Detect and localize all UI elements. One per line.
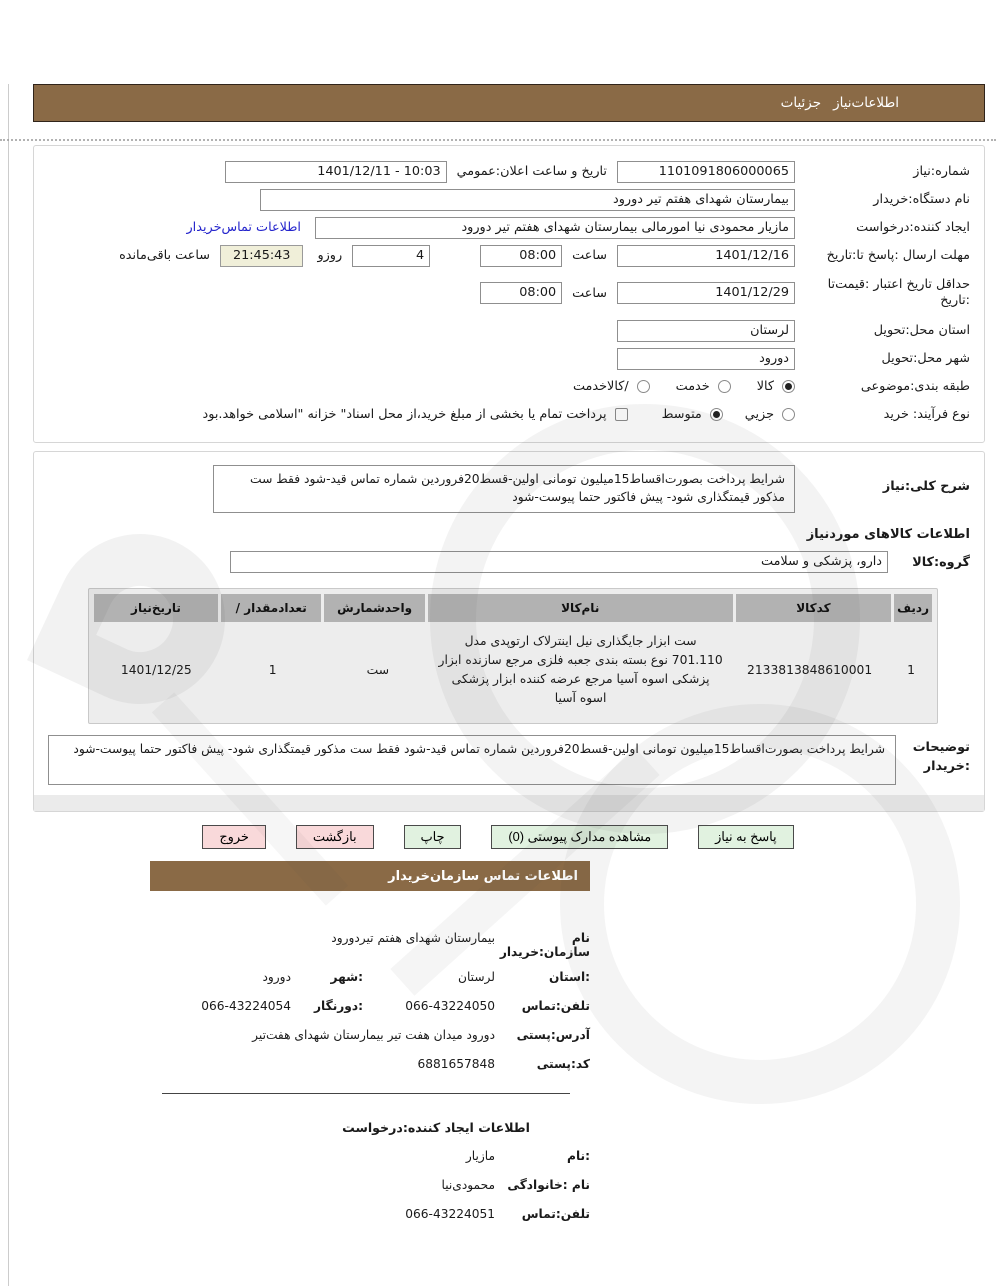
announce-datetime-label: تاریخ و ساعت اعلان:عمومي xyxy=(456,164,607,179)
table-header-cell: کدکالا xyxy=(736,594,891,622)
reply-to-need-button[interactable]: پاسخ به نیاز xyxy=(698,825,793,849)
delivery-city-label: شهر محل:تحویل xyxy=(881,350,970,366)
creator-name-row xyxy=(150,1149,590,1167)
goods-group-field[interactable]: دارو، پزشکی و سلامت xyxy=(230,551,888,573)
reply-deadline-row xyxy=(48,243,970,268)
address-label: آدرس:پستی xyxy=(516,1028,590,1043)
purchase-process-label: نوع فرآیند: خرید xyxy=(883,406,970,422)
creator-name-value: مازیار xyxy=(465,1149,495,1164)
radio-minor[interactable] xyxy=(782,408,795,421)
panel-footer-strip xyxy=(34,795,984,811)
creator-phone-label: تلفن:تماس xyxy=(521,1207,590,1222)
postal-code-value: 6881657848 xyxy=(417,1057,495,1072)
buyer-remarks-row xyxy=(48,735,970,785)
table-header-cell: تعدادمقدار / xyxy=(221,594,321,622)
delivery-province-field[interactable]: لرستان xyxy=(617,320,795,342)
phone-label: تلفن:تماس xyxy=(521,999,590,1014)
reply-deadline-date-field[interactable]: 1401/12/16 xyxy=(617,245,795,267)
creator-family-label: نام :خانوادگی xyxy=(507,1178,590,1193)
table-cell-qty: 1 xyxy=(268,662,277,677)
need-number-row xyxy=(48,159,970,184)
radio-goods-service[interactable] xyxy=(637,380,650,393)
phone-fax-row xyxy=(150,999,590,1017)
org-name-value: بیمارستان شهدای هفتم تیردورود xyxy=(331,931,495,946)
request-creator-label: ایجاد کننده:درخواست xyxy=(856,219,970,235)
province-value: لرستان xyxy=(458,970,495,985)
creator-family-value: محمودی‌نیا xyxy=(441,1178,495,1193)
table-cell-code: 2133813848610001 xyxy=(747,662,873,677)
subject-category-label: طبقه بندی:موضوعی xyxy=(860,378,970,394)
creator-phone-value: 066-43224051 xyxy=(405,1207,495,1222)
fax-value: 066-43224054 xyxy=(201,999,291,1014)
goods-group-row xyxy=(48,551,970,573)
top-dotted-separator xyxy=(0,139,996,141)
address-row xyxy=(150,1028,590,1046)
buyer-org-label: نام دستگاه:خریدار xyxy=(873,191,970,207)
remaining-days-field[interactable]: 4 xyxy=(352,245,430,267)
goods-group-label: گروه:کالا xyxy=(912,554,970,570)
view-attachments-button[interactable]: مشاهده مدارک پیوستی (0) xyxy=(491,825,668,849)
delivery-province-label: استان محل:تحویل xyxy=(873,322,970,338)
price-validity-date-field[interactable]: 1401/12/29 xyxy=(617,282,795,304)
province-label: :استان xyxy=(549,970,590,985)
creator-name-label: :نام xyxy=(567,1149,590,1164)
need-number-field[interactable]: 1101091806000065 xyxy=(617,161,795,183)
radio-service-label: خدمت xyxy=(675,379,710,394)
table-cell-row-no: 1 xyxy=(907,662,915,677)
radio-goods-label: کالا xyxy=(756,379,774,394)
buyer-contact-link[interactable]: اطلاعات تماس‌خریدار xyxy=(186,220,301,235)
radio-minor-label: جزیي xyxy=(744,407,774,422)
table-header-cell: نام‌کالا xyxy=(428,594,733,622)
header-tab-bar xyxy=(33,84,985,122)
exit-button[interactable]: خروج xyxy=(202,825,265,849)
creator-phone-row xyxy=(150,1207,590,1225)
goods-info-header: اطلاعات کالاهای موردنیاز xyxy=(806,527,970,542)
postal-code-label: کد:پستی xyxy=(536,1057,590,1072)
need-summary-panel xyxy=(33,145,985,443)
creator-family-row xyxy=(150,1178,590,1196)
radio-goods-service-label: /کالاخدمت xyxy=(572,379,629,394)
reply-deadline-time-field[interactable]: 08:00 xyxy=(480,245,562,267)
radio-medium-label: متوسط xyxy=(661,407,702,422)
radio-goods[interactable] xyxy=(782,380,795,393)
table-row xyxy=(94,622,932,718)
price-validity-time-field[interactable]: 08:00 xyxy=(480,282,562,304)
goods-table xyxy=(88,588,938,724)
need-description-box[interactable]: شرایط پرداخت بصورت‌اقساط15میلیون تومانی اولین-قسط20فروردین شماره تماس قید-شود فقط ست مذکور قیمتگذاری شود- پیش فاکتور حتما پیوست-شود xyxy=(213,465,795,513)
days-label: روزو xyxy=(317,248,343,263)
table-cell-need-date: 1401/12/25 xyxy=(120,662,192,677)
section-divider xyxy=(162,1093,570,1094)
city-value: دورود xyxy=(262,970,291,985)
radio-service[interactable] xyxy=(718,380,731,393)
tab-details[interactable]: جزئیات xyxy=(780,95,822,111)
table-header-cell: واحدشمارش xyxy=(324,594,424,622)
postal-code-row xyxy=(150,1057,590,1075)
phone-value: 066-43224050 xyxy=(405,999,495,1014)
print-button[interactable]: چاپ xyxy=(404,825,462,849)
treasury-payment-label: پرداخت تمام یا بخشی از مبلغ خرید،از محل اسناد" خزانه "اسلامی خواهد.بود xyxy=(202,407,607,422)
buyer-remarks-label: توضیحات :خریدار xyxy=(912,740,970,774)
subject-category-row xyxy=(48,374,970,399)
request-creator-row xyxy=(48,215,970,240)
need-detail-panel xyxy=(33,451,985,812)
remaining-hours-label: ساعت باقی‌مانده xyxy=(119,248,210,263)
delivery-city-field[interactable]: دورود xyxy=(617,348,795,370)
goods-table-header xyxy=(94,594,932,622)
action-button-row xyxy=(0,825,996,849)
fax-label: :دورنگار xyxy=(314,999,363,1014)
need-description-row xyxy=(48,465,970,513)
treasury-payment-checkbox[interactable] xyxy=(615,408,628,421)
province-city-row xyxy=(150,970,590,988)
contact-section-bar xyxy=(150,861,590,891)
request-creator-field[interactable]: مازیار محمودی نیا امورمالی بیمارستان شهدای هفتم تیر دورود xyxy=(315,217,795,239)
table-header-cell: تاریخ‌نیاز xyxy=(94,594,218,622)
countdown-timer: 21:45:43 xyxy=(220,245,303,267)
address-value: دورود میدان هفت تیر بیمارستان شهدای هفت‌تیر xyxy=(252,1028,495,1043)
tab-need-info[interactable]: اطلاعات‌نیاز xyxy=(833,95,899,111)
delivery-city-row xyxy=(48,346,970,371)
contact-section xyxy=(150,931,590,1225)
org-name-label: نام سازمان:خریدار xyxy=(499,931,590,960)
contact-section-title: اطلاعات تماس سازمان‌خریدار xyxy=(388,868,578,884)
back-button[interactable]: بازگشت xyxy=(296,825,374,849)
need-number-label: شماره:نیاز xyxy=(913,163,970,179)
delivery-province-row xyxy=(48,318,970,343)
table-cell-name: ست ابزار جایگذاری نیل اینترلاک ارتوپدی مدل 701.110 نوع بسته بندی جعبه فلزی مرجع سازنده ابزار پزشکی اسوه آسیا مرجع عرضه کننده ابزار پزشکی اسوه آسیا xyxy=(438,634,723,706)
price-validity-row xyxy=(48,271,970,315)
org-name-row xyxy=(150,931,590,959)
need-description-label: شرح کلی:نیاز xyxy=(882,479,970,494)
reply-deadline-label: مهلت ارسال :پاسخ تا:تاریخ xyxy=(826,247,970,263)
radio-medium[interactable] xyxy=(710,408,723,421)
table-cell-unit: ست xyxy=(366,662,390,677)
table-header-cell: ردیف xyxy=(894,594,932,622)
creator-section-title: اطلاعات ایجاد کننده:درخواست xyxy=(342,1120,530,1136)
buyer-remarks-box[interactable]: شرایط پرداخت بصورت‌اقساط15میلیون تومانی اولین-قسط20فروردین شماره تماس قید-شود فقط ست مذکور قیمتگذاری شود- پیش فاکتور حتما پیوست-شود xyxy=(48,735,896,785)
deadline-hour-label: ساعت xyxy=(572,248,607,263)
validity-hour-label: ساعت xyxy=(572,285,607,301)
page-left-edge-line xyxy=(8,84,9,1286)
buyer-org-field[interactable]: بیمارستان شهدای هفتم تیر دورود xyxy=(260,189,795,211)
price-validity-label: حداقل تاریخ اعتبار :قیمت‌تا :تاریخ xyxy=(827,277,970,308)
announce-datetime-field[interactable]: 10:03 - 1401/12/11 xyxy=(225,161,447,183)
buyer-org-row xyxy=(48,187,970,212)
purchase-process-row xyxy=(48,402,970,427)
city-label: :شهر xyxy=(330,970,363,985)
